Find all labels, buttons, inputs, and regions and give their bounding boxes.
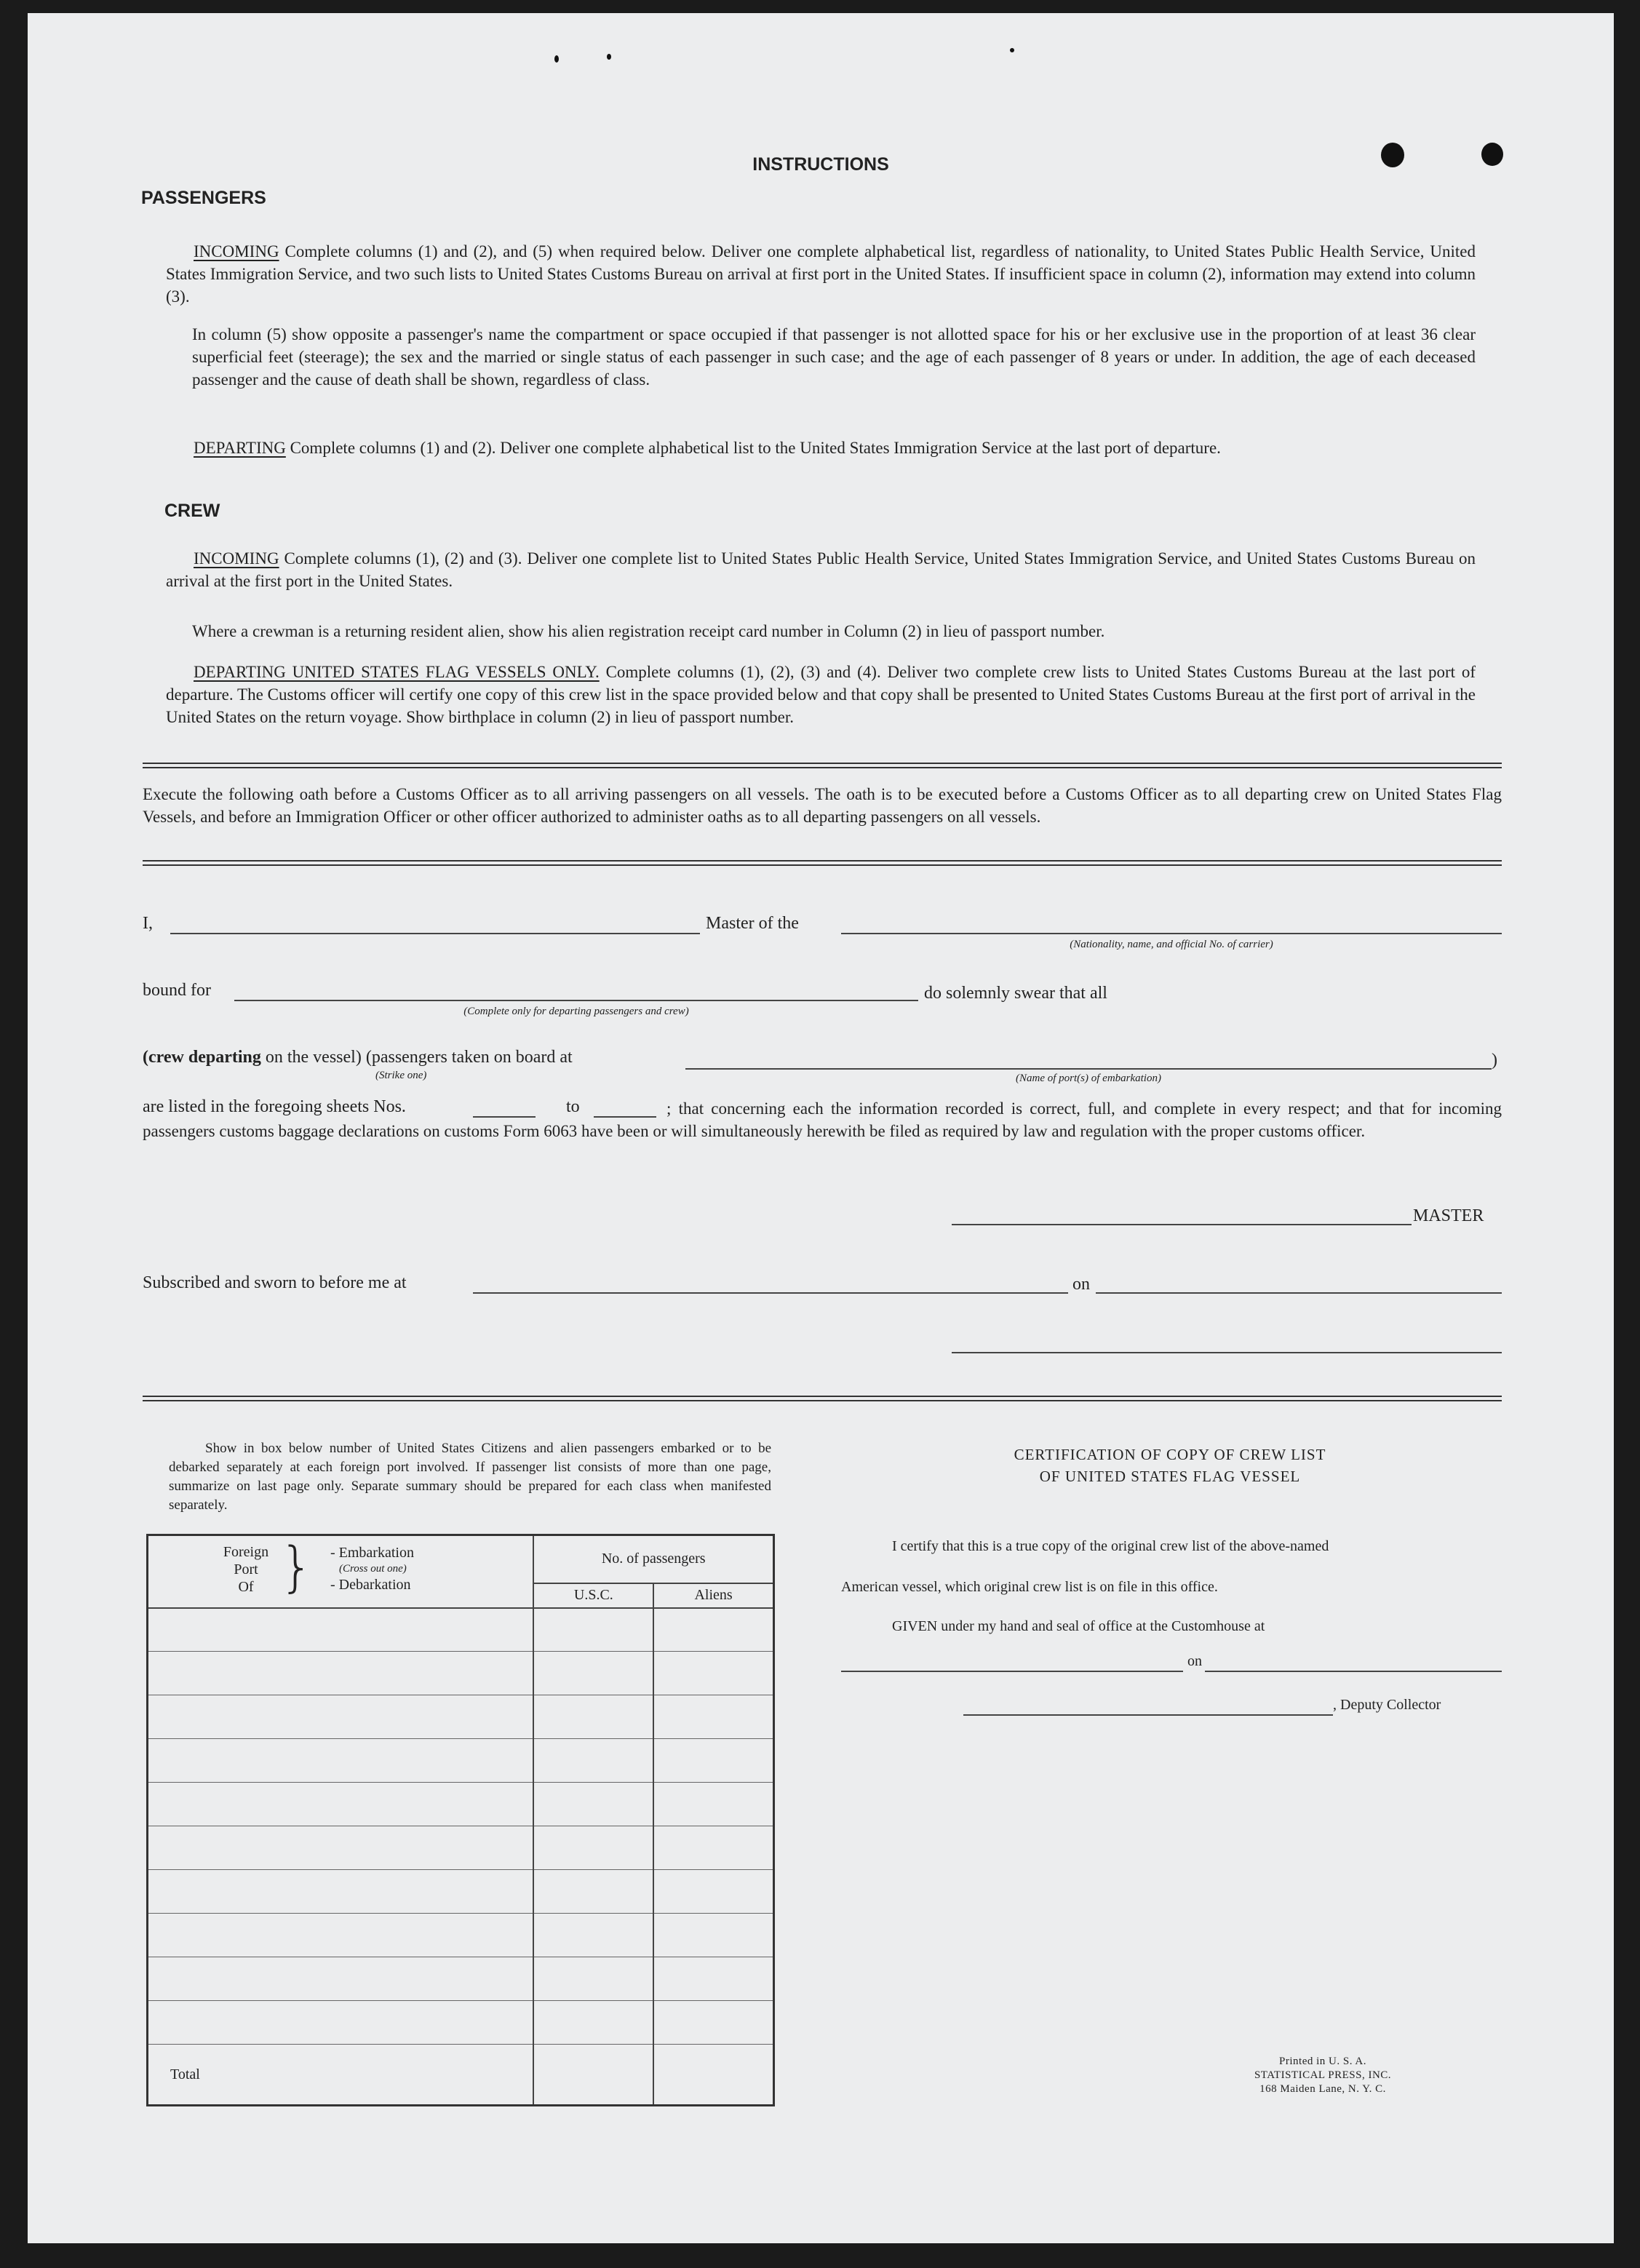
port-cell[interactable]	[148, 1652, 534, 1695]
passengers-departing-label: DEPARTING	[194, 439, 286, 457]
close-paren: )	[1492, 1051, 1497, 1070]
printer-line2: STATISTICAL PRESS, INC.	[1254, 2069, 1392, 2081]
cert-date-field[interactable]	[1205, 1671, 1502, 1672]
master-signature-field[interactable]	[952, 1224, 1412, 1225]
aliens-cell[interactable]	[653, 1739, 773, 1783]
sheets-post-text: ; that concerning each the information recorded is correct, full, and complete in every respect; and that for incoming passengers customs baggage declarations on customs Form 6063 have been or will simultaneously herewith be filed as required by law and regulation with the proper customs officer.	[143, 1099, 1502, 1140]
usc-header: U.S.C.	[533, 1583, 653, 1608]
sheets-pre-label: are listed in the foregoing sheets Nos.	[143, 1097, 406, 1116]
aliens-cell[interactable]	[653, 1826, 773, 1870]
cross-out-caption: (Cross out one)	[339, 1563, 407, 1575]
cert-line1: I certify that this is a true copy of the original crew list of the above-named	[892, 1538, 1329, 1554]
aliens-header: Aliens	[653, 1583, 773, 1608]
usc-cell[interactable]	[533, 1695, 653, 1739]
bound-for-field[interactable]	[234, 1000, 918, 1001]
on-vessel-label: on the vessel)	[265, 1048, 362, 1067]
aliens-cell[interactable]	[653, 1914, 773, 1957]
subscribed-date-field[interactable]	[1096, 1292, 1502, 1294]
certification-title	[835, 1444, 1505, 1487]
crew-incoming-paragraph	[166, 547, 1476, 592]
table-row[interactable]	[148, 1695, 774, 1739]
passengers-departing-paragraph	[166, 437, 1476, 459]
port-cell[interactable]	[148, 1739, 534, 1783]
carrier-field[interactable]	[841, 933, 1502, 934]
crew-incoming-text: Complete columns (1), (2) and (3). Deliver one complete list to United States Public Health Service, United States Immigration Service, and United States Customs Bureau on arrival at the first port in the United States.	[166, 549, 1476, 590]
passengers-incoming-label: INCOMING	[194, 242, 279, 260]
to-label: to	[566, 1097, 580, 1116]
bound-for-label: bound for	[143, 981, 211, 1000]
carrier-caption: (Nationality, name, and official No. of carrier)	[1070, 939, 1273, 950]
aliens-cell[interactable]	[653, 1870, 773, 1914]
port-header-cell	[148, 1535, 534, 1608]
punch-hole-mark	[1381, 143, 1404, 167]
bound-caption: (Complete only for departing passengers and crew)	[463, 1006, 689, 1017]
table-row[interactable]	[148, 1957, 774, 2001]
aliens-total-cell[interactable]	[653, 2045, 773, 2106]
speck-mark	[1010, 48, 1014, 52]
deputy-collector-label: , Deputy Collector	[1333, 1697, 1441, 1713]
master-name-field[interactable]	[170, 933, 700, 934]
passengers-incoming-paragraph	[166, 240, 1476, 308]
passengers-column5-paragraph: In column (5) show opposite a passenger's name the compartment or space occupied if that passenger is not allotted space for his or her exclusive use in the proportion of at least 36 clear superficial feet (steerage); the sex and the married or single status of each passenger in such case; and the age of each passenger of 8 years or under. In addition, the age of each deceased passenger and the cause of death shall be shown, regardless of class.	[192, 325, 1476, 389]
usc-cell[interactable]	[533, 2001, 653, 2045]
embark-debark-options	[330, 1545, 414, 1593]
strike-caption: (Strike one)	[375, 1070, 427, 1081]
cert-title-line2: OF UNITED STATES FLAG VESSEL	[1039, 1468, 1301, 1485]
printer-line1: Printed in U. S. A.	[1279, 2056, 1366, 2067]
table-row[interactable]	[148, 1826, 774, 1870]
port-label: Port	[234, 1561, 258, 1577]
usc-cell[interactable]	[533, 1826, 653, 1870]
port-cell[interactable]	[148, 2001, 534, 2045]
cert-on-label: on	[1187, 1653, 1202, 1669]
aliens-cell[interactable]	[653, 2001, 773, 2045]
crew-departing-paragraph	[166, 661, 1476, 728]
crew-departing-label: DEPARTING UNITED STATES FLAG VESSELS ONLY.	[194, 663, 600, 681]
table-row[interactable]	[148, 1783, 774, 1826]
master-label: MASTER	[1413, 1206, 1484, 1225]
usc-cell[interactable]	[533, 1739, 653, 1783]
crew-resident-paragraph: Where a crewman is a returning resident alien, show his alien registration receipt card number in Column (2) in lieu of passport number.	[192, 622, 1105, 640]
crew-incoming-label: INCOMING	[194, 549, 279, 568]
aliens-cell[interactable]	[653, 1695, 773, 1739]
brace-icon: }	[279, 1536, 314, 1599]
cert-place-field[interactable]	[841, 1671, 1183, 1672]
aliens-cell[interactable]	[653, 1652, 773, 1695]
usc-cell[interactable]	[533, 1957, 653, 2001]
crew-heading: CREW	[164, 501, 220, 521]
port-cell[interactable]	[148, 1695, 534, 1739]
cert-line3: GIVEN under my hand and seal of office at the Customhouse at	[892, 1618, 1265, 1634]
usc-cell[interactable]	[533, 1652, 653, 1695]
port-cell[interactable]	[148, 1826, 534, 1870]
passengers-incoming-text: Complete columns (1) and (2), and (5) when required below. Deliver one complete alphabetical list, regardless of nationality, to United States Public Health Service, United States Immigration Service, and two such lists to United States Customs Bureau on arrival at first port in the United States. If insufficient space in column (2), information may extend into column (3).	[166, 242, 1476, 306]
form-page	[28, 13, 1614, 2243]
subscribed-label: Subscribed and sworn to before me at	[143, 1273, 407, 1292]
usc-total-cell[interactable]	[533, 2045, 653, 2106]
summary-instructions: Show in box below number of United States Citizens and alien passengers embarked or to be debarked separately at each foreign port involved. If passenger list consists of more than one page, summarize on last page only. Separate summary should be prepared for each class when manifested separately.	[169, 1441, 771, 1513]
divider	[143, 763, 1502, 768]
crew-departing-option[interactable]: (crew departing	[143, 1048, 261, 1067]
of-label: Of	[238, 1579, 254, 1595]
printer-line3: 168 Maiden Lane, N. Y. C.	[1259, 2083, 1386, 2095]
port-cell[interactable]	[148, 1870, 534, 1914]
table-row[interactable]	[148, 1914, 774, 1957]
foreign-label: Foreign	[223, 1544, 269, 1560]
total-row[interactable]	[148, 2045, 774, 2106]
table-row[interactable]	[148, 1652, 774, 1695]
punch-hole-mark	[1481, 143, 1503, 166]
embarkation-option[interactable]: - Embarkation	[330, 1545, 414, 1561]
table-row[interactable]	[148, 1870, 774, 1914]
port-cell[interactable]	[148, 1914, 534, 1957]
passengers-taken-option[interactable]: (passengers taken on board at	[365, 1048, 573, 1067]
divider	[143, 1396, 1502, 1401]
usc-cell[interactable]	[533, 1608, 653, 1652]
table-row[interactable]	[148, 1739, 774, 1783]
table-row[interactable]	[148, 1608, 774, 1652]
embarkation-port-field[interactable]	[685, 1068, 1492, 1070]
instructions-title: INSTRUCTIONS	[752, 154, 889, 175]
aliens-cell[interactable]	[653, 1957, 773, 2001]
foreign-port-of-label	[217, 1543, 275, 1596]
usc-cell[interactable]	[533, 1870, 653, 1914]
usc-cell[interactable]	[533, 1914, 653, 1957]
officer-signature-field[interactable]	[952, 1352, 1502, 1353]
subscribed-on-label: on	[1072, 1275, 1090, 1294]
port-cell[interactable]	[148, 1957, 534, 2001]
passengers-heading: PASSENGERS	[141, 188, 266, 208]
aliens-cell[interactable]	[653, 1783, 773, 1826]
crew-passenger-line	[143, 1048, 573, 1067]
port-cell[interactable]	[148, 1608, 534, 1652]
table-row[interactable]	[148, 2001, 774, 2045]
printer-imprint	[1206, 2055, 1439, 2096]
cert-line2: American vessel, which original crew list is on file in this office.	[841, 1579, 1218, 1595]
passengers-departing-text: Complete columns (1) and (2). Deliver one complete alphabetical list to the United States Immigration Service at the last port of departure.	[290, 439, 1221, 457]
crew-departing-text: Complete columns (1), (2), (3) and (4). Deliver two complete crew lists to United States Customs Bureau at the last port of departure. The Customs officer will certify one copy of this crew list in the space provided below and that copy shall be presented to United States Customs Bureau at the first port of arrival in the United States on the return voyage. Show birthplace in column (2) in lieu of passport number.	[166, 663, 1476, 726]
swear-label: do solemnly swear that all	[924, 984, 1107, 1003]
master-of-label: Master of the	[706, 914, 799, 933]
passenger-summary-table	[146, 1534, 775, 2106]
divider	[143, 860, 1502, 866]
oath-intro: Execute the following oath before a Customs Officer as to all arriving passengers on all vessels. The oath is to be executed before a Customs Officer as to all departing crew on United States Flag Vessels, and before an Immigration Officer or other officer authorized to administer oaths as to all departing passengers on all vessels.	[143, 785, 1502, 826]
total-label: Total	[148, 2045, 534, 2106]
cert-title-line1: CERTIFICATION OF COPY OF CREW LIST	[1014, 1446, 1326, 1463]
aliens-cell[interactable]	[653, 1608, 773, 1652]
usc-cell[interactable]	[533, 1783, 653, 1826]
debarkation-option[interactable]: - Debarkation	[330, 1577, 411, 1593]
no-of-passengers-header: No. of passengers	[533, 1535, 773, 1583]
speck-mark	[607, 54, 611, 60]
port-cell[interactable]	[148, 1783, 534, 1826]
deputy-collector-field[interactable]	[963, 1714, 1333, 1716]
speck-mark	[554, 55, 559, 63]
embark-caption: (Name of port(s) of embarkation)	[1016, 1073, 1161, 1084]
oath-i-label: I,	[143, 914, 153, 933]
subscribed-place-field[interactable]	[473, 1292, 1068, 1294]
